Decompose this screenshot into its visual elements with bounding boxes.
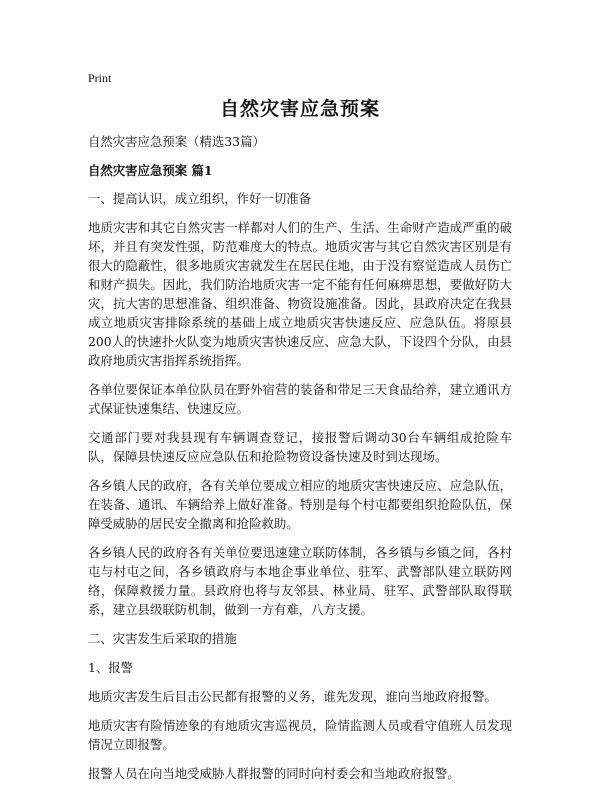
paragraph: 各乡镇人民的政府，各有关单位要成立相应的地质灾害快速反应、应急队伍，在装备、通讯、车辆给养上做好准备。特别是每个村屯都要组织抢险队伍，保障受威胁的居民安全撤离和抢险救助。 (88, 478, 512, 531)
document-subtitle: 自然灾害应急预案（精选33篇） (88, 134, 265, 149)
paragraph: 地质灾害和其它自然灾害一样都对人们的生产、生活、生命财产造成严重的破坏，并且有突发性强，防范难度大的特点。地质灾害与其它自然灾害区别是有很大的隐蔽性，很多地质灾害就发生在居民住地，由于没有察觉造成人员伤亡和财产损失。因此，我们防治地质灾害一定不能有任何麻痹思想，要做好防大灾，抗大害的思想准备、组织准备、物资设施准备。因此，县政府决定在我县成立地质灾害排除系统的基础上成立地质灾害快速反应、应急队伍。将原县200人的快速扑火队变为地质灾害快速反应、应急大队，下设四个分队，由县政府地质灾害指挥系统指挥。 (88, 220, 512, 368)
subsection-heading-report: 1、报警 (88, 660, 134, 675)
article-heading: 自然灾害应急预案 篇1 (88, 163, 213, 178)
paragraph: 报警人员在向当地受威胁人群报警的同时向村委会和当地政府报警。 (88, 766, 460, 781)
paragraph: 地质灾害发生后目击公民都有报警的义务，谁先发现，谁向当地政府报警。 (88, 689, 497, 704)
page-title: 自然灾害应急预案 (219, 98, 380, 120)
document-content (88, 132, 512, 793)
paragraph: 地质灾害有险情迹象的有地质灾害巡视员，险情监测人员或看守值班人员发现情况立即报警。 (88, 718, 512, 752)
paragraph: 交通部门要对我县现有车辆调查登记，接报警后调动30台车辆组成抢险车队，保障县快速反应应急队伍和抢险物资设备快速及时到达现场。 (88, 430, 512, 464)
section-heading-2: 二、灾害发生后采取的措施 (88, 631, 237, 646)
paragraph: 各单位要保证本单位队员在野外宿营的装备和带足三天食品给养，建立通讯方式保证快速集结、快速反应。 (88, 382, 512, 416)
print-label: Print (88, 71, 112, 85)
paragraph: 各乡镇人民的政府各有关单位要迅速建立联防体制，各乡镇与乡镇之间，各村屯与村屯之间，各乡镇政府与本地企事业单位、驻军、武警部队建立联防网络，保障救援力量。县政府也将与友邻县、林业局、驻军、武警部队取得联系，建立县级联防机制，做到一方有难，八方支援。 (88, 545, 512, 617)
section-heading-1: 一、提高认识，成立组织，作好一切准备 (88, 191, 312, 206)
